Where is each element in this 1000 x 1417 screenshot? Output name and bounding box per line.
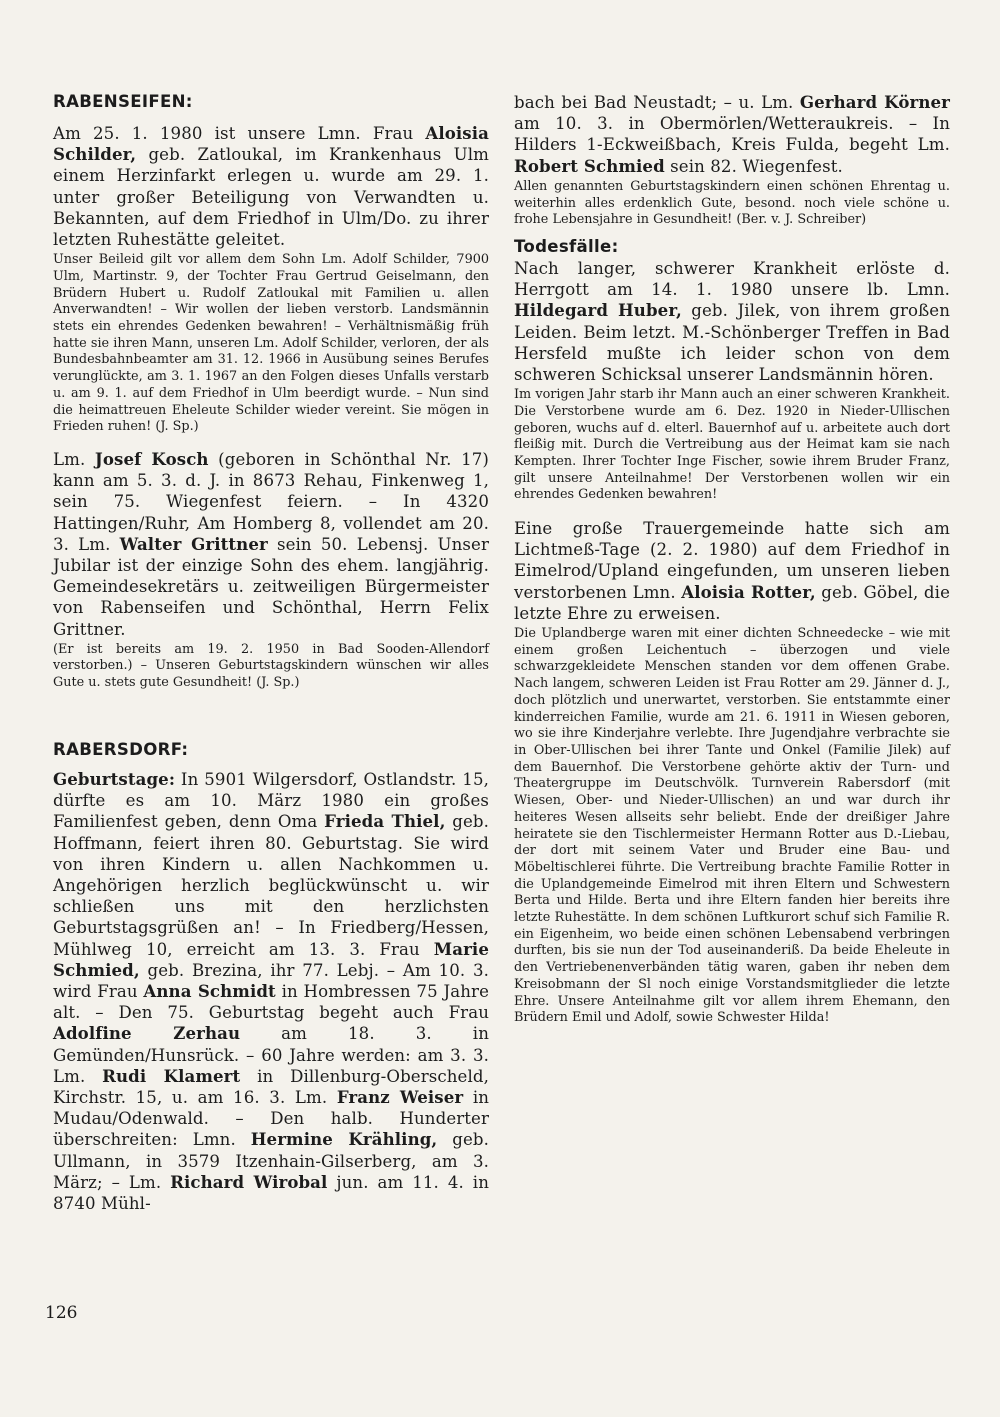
paragraph-grittner-note: (Er ist bereits am 19. 2. 1950 in Bad Sooden-Allendorf verstorben.) – Unseren Geburtstagskindern wünschen wir alles Gute u. stets gute Gesundheit! (J. Sp.)	[53, 641, 489, 691]
right-column	[514, 92, 950, 1027]
paragraph-kosch: Lm. Josef Kosch (geboren in Schönthal Nr. 17) kann am 5. 3. d. J. in 8673 Rehau, Finkenweg 1, sein 75. Wiegenfest feiern. – In 4320 Hattingen/Ruhr, Am Homberg 8, vollendet am 20. 3. Lm. Walter Grittner sein 50. Lebensj. Unser Jubilar ist der einzige Sohn des ehem. langjährig. Gemeindesekretärs u. zeitweiligen Bürgermeister von Rabenseifen und Schönthal, Herrn Felix Grittner.	[53, 448, 489, 639]
paragraph-rotter-detail: Die Uplandberge waren mit einer dichten Schneedecke – wie mit einem großen Leichentuch – überzogen und viele schwarzgekleidete Menschen standen vor dem offenen Grabe. Nach langem, schweren Leiden ist Frau Rotter am 29. Jänner d. J., doch plötzlich und unerwartet, verstorben. Sie entstammte einer kinderreichen Familie, wurde am 21. 6. 1911 in Wiesen geboren, wo sie ihre Kinderjahre verlebte. Ihre Jugendjahre verbrachte sie in Ober-Ullischen bei ihrer Tante und Onkel (Familie Jilek) auf dem Bauernhof. Die Verstorbene gehörte aktiv der Turn- und Theatergruppe im Deutschvölk. Turnverein Rabersdorf (mit Wiesen, Ober- und Nieder-Ullischen) an und war durch ihr heiteres Wesen allseits sehr beliebt. Ende der dreißiger Jahre heiratete sie den Tischlermeister Hermann Rotter aus D.-Liebau, der dort mit seinem Vater und Bruder eine Bau- und Möbeltischlerei führte. Die Vertreibung brachte Familie Rotter in die Uplandgemeinde Eimelrod mit ihren Eltern und Schwestern Berta und Hilde. Berta und ihre Eltern fanden hier bereits ihre letzte Ruhestätte. In dem schönen Luftkurort schuf sich Familie R. ein Eigenheim, wo beide einen schönen Lebensabend verbringen durften, bis sie nun der Tod auseinanderiß. Da beide Eheleute in den Vertriebenenverbänden tätig waren, gaben ihr neben dem Kreisobmann der Sl noch einige Vorstandsmitglieder die letzte Ehre. Unsere Anteilnahme gilt vor allem ihrem Ehemann, den Brüdern Emil und Adolf, sowie Schwester Hilda!	[514, 626, 950, 1026]
paragraph-huber-detail: Im vorigen Jahr starb ihr Mann auch an einer schweren Krankheit. Die Verstorbene wurde am 6. Dez. 1920 in Nieder-Ullischen geboren, wuchs auf d. elterl. Bauernhof auf u. arbeitete auch dort fleißig mit. Durch die Vertreibung aus der Heimat kam sie nach Kempten. Ihrer Tochter Inge Fischer, sowie ihrem Bruder Franz, gilt unsere Anteilnahme! Der Verstorbenen wollen wir ein ehrendes Gedenken bewahren!	[514, 387, 950, 503]
paragraph-beileid: Unser Beileid gilt vor allem dem Sohn Lm. Adolf Schilder, 7900 Ulm, Martinstr. 9, der Tochter Frau Gertrud Geiselmann, den Brüdern Hubert u. Rudolf Zatloukal mit Familien u. allen Anverwandten! – Wir wollen der lieben verstorb. Landsmännin stets ein ehrendes Gedenken bewahren! – Verhältnismäßig früh hatte sie ihren Mann, unseren Lm. Adolf Schilder, verloren, der als Bundesbahnbeamter am 31. 12. 1966 in Ausübung seines Berufes verunglückte, am 3. 1. 1967 an den Folgen dieses Unfalls verstarb u. am 9. 1. auf dem Friedhof in Ulm beerdigt wurde. – Nun sind die heimattreuen Eheleute Schilder wieder vereint. Sie mögen in Frieden ruhen! (J. Sp.)	[53, 252, 489, 435]
paragraph-gratulation: Allen genannten Geburtstagskindern einen schönen Ehrentag u. weiterhin alles erdenklich Gute, besond. noch viele schöne u. frohe Lebensjahre in Gesundheit! (Ber. v. J. Schreiber)	[514, 178, 950, 228]
paragraph-rotter: Eine große Trauergemeinde hatte sich am Lichtmeß-Tage (2. 2. 1980) auf dem Friedhof in Eimelrod/Upland eingefunden, um unseren lieben verstorbenen Lmn. Aloisia Rotter, geb. Göbel, die letzte Ehre zu erweisen.	[514, 519, 950, 623]
paragraph-geburtstage: Geburtstage: In 5901 Wilgersdorf, Ostlandstr. 15, dürfte es am 10. März 1980 ein großes Familienfest geben, denn Oma Frieda Thiel, geb. Hoffmann, feiert ihren 80. Geburtstag. Sie wird von ihren Kindern u. allen Nachkommen u. Angehörigen herzlich beglückwünscht u. wir schließen uns mit den herzlichsten Geburtstagsgrüßen an! – In Friedberg/Hessen, Mühlweg 10, erreicht am 13. 3. Frau Marie Schmied, geb. Brezina, ihr 77. Lebj. – Am 10. 3. wird Frau Anna Schmidt in Hombressen 75 Jahre alt. – Den 75. Geburtstag begeht auch Frau Adolfine Zerhau am 18. 3. in Gemünden/Hunsrück. – 60 Jahre werden: am 3. 3. Lm. Rudi Klamert in Dillenburg-Oberscheld, Kirchstr. 15, u. am 16. 3. Lm. Franz Weiser in Mudau/Odenwald. – Den halb. Hunderter überschreiten: Lmn. Hermine Krähling, geb. Ullmann, in 3579 Itzenhain-Gilserberg, am 3. März; – Lm. Richard Wirobal jun. am 11. 4. in 8740 Mühl-	[53, 768, 490, 1213]
left-column	[53, 92, 489, 1214]
paragraph-schilder: Am 25. 1. 1980 ist unsere Lmn. Frau Aloisia Schilder, geb. Zatloukal, im Krankenhaus Ulm einem Herzinfarkt erlegen u. wurde am 29. 1. unter großer Beteiligung von Verwandten u. Bekannten, auf dem Friedhof in Ulm/Do. zu ihrer letzten Ruhestätte geleitet.	[53, 123, 489, 250]
heading-rabenseifen: RABENSEIFEN:	[53, 92, 193, 111]
heading-todesfaelle: Todesfälle:	[514, 236, 619, 256]
paragraph-koerner: bach bei Bad Neustadt; – u. Lm. Gerhard Körner am 10. 3. in Obermörlen/Wetteraukreis. – In Hilders 1-Eckweißbach, Kreis Fulda, begeht Lm. Robert Schmied sein 82. Wiegenfest.	[514, 92, 950, 176]
heading-rabersdorf: RABERSDORF:	[53, 739, 189, 759]
page-number: 126	[45, 1303, 78, 1323]
paragraph-huber: Nach langer, schwerer Krankheit erlöste d. Herrgott am 14. 1. 1980 unsere lb. Lmn. Hildegard Huber, geb. Jilek, von ihrem großen Leiden. Beim letzt. M.-Schönberger Treffen in Bad Hersfeld mußte ich leider schon von dem schweren Schicksal unserer Landsmännin hören.	[514, 258, 950, 384]
